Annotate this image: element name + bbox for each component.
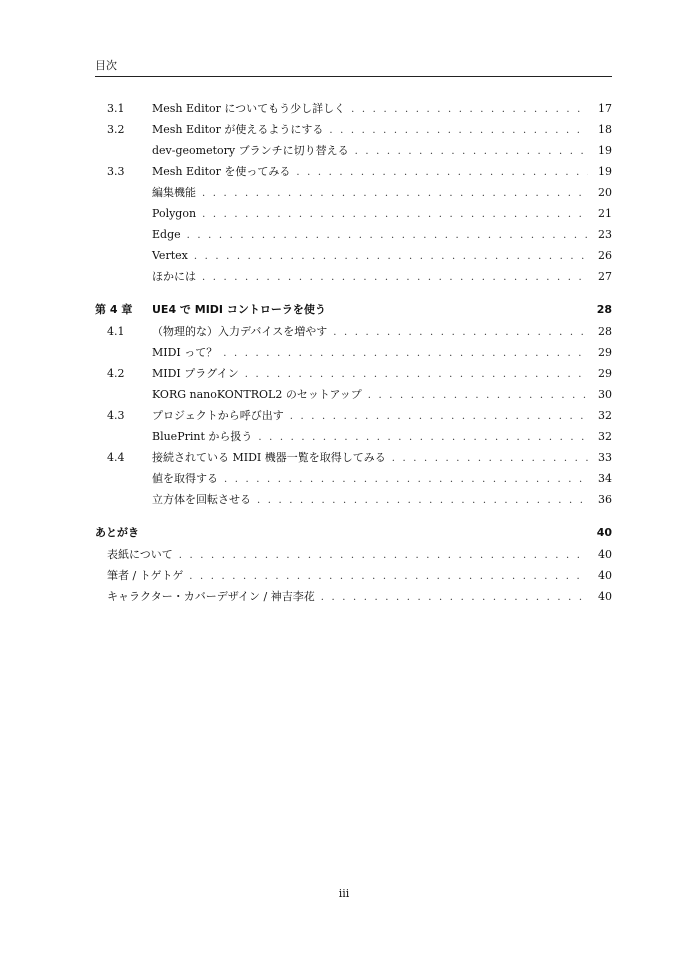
leader-dots xyxy=(202,204,588,225)
chapter-page: 40 xyxy=(596,526,612,539)
chapter-label: 第 4 章 xyxy=(95,303,133,316)
entry-page: 23 xyxy=(598,228,612,241)
chapter-label: あとがき xyxy=(95,526,139,539)
entry-title: MIDI って？ xyxy=(152,346,218,359)
entry-title: KORG nanoKONTROL2 のセットアップ xyxy=(152,388,362,401)
entry-title: 値を取得する xyxy=(152,472,218,485)
section-number: 4.3 xyxy=(107,409,125,422)
toc-entry[interactable] xyxy=(95,468,612,489)
entry-page: 19 xyxy=(598,144,612,157)
leader-dots xyxy=(202,267,588,288)
chapter-title: UE4 で MIDI コントローラを使う xyxy=(152,303,326,316)
chapter-heading[interactable] xyxy=(95,522,612,544)
entry-title: Mesh Editor が使えるようにする xyxy=(152,123,324,136)
running-header xyxy=(95,58,612,77)
entry-page: 32 xyxy=(598,409,612,422)
toc-entry[interactable] xyxy=(95,203,612,224)
entry-title: Mesh Editor を使ってみる xyxy=(152,165,291,178)
entry-page: 29 xyxy=(598,367,612,380)
entry-title: 接続されている MIDI 機器一覧を取得してみる xyxy=(152,451,386,464)
entry-page: 34 xyxy=(598,472,612,485)
entry-title: キャラクター・カバーデザイン / 神吉李花 xyxy=(107,590,315,603)
leader-dots xyxy=(257,490,588,511)
entry-title: Vertex xyxy=(152,249,188,262)
entry-page: 30 xyxy=(598,388,612,401)
section-number: 4.2 xyxy=(107,367,125,380)
toc-entry[interactable] xyxy=(95,447,612,468)
toc-entry[interactable] xyxy=(95,586,612,607)
entry-page: 19 xyxy=(598,165,612,178)
leader-dots xyxy=(223,343,588,364)
entry-page: 32 xyxy=(598,430,612,443)
toc-entry[interactable] xyxy=(95,405,612,426)
leader-dots xyxy=(224,469,588,490)
leader-dots xyxy=(290,406,588,427)
entry-title: （物理的な）入力デバイスを増やす xyxy=(152,325,328,338)
toc-entry[interactable] xyxy=(95,489,612,510)
leader-dots xyxy=(321,587,588,608)
entry-page: 26 xyxy=(598,249,612,262)
leader-dots xyxy=(355,141,588,162)
toc-entry[interactable] xyxy=(95,182,612,203)
entry-title: Polygon xyxy=(152,207,197,220)
chapter-title xyxy=(152,522,594,544)
entry-page: 18 xyxy=(598,123,612,136)
leader-dots xyxy=(351,99,588,120)
entry-title: Mesh Editor についてもう少し詳しく xyxy=(152,102,346,115)
entry-page: 40 xyxy=(598,548,612,561)
toc-entry[interactable] xyxy=(95,544,612,565)
toc-entry[interactable] xyxy=(95,565,612,586)
entry-title: ほかには xyxy=(152,270,196,283)
leader-dots xyxy=(392,448,588,469)
entry-title: BluePrint から扱う xyxy=(152,430,253,443)
toc-entry[interactable] xyxy=(95,363,612,384)
leader-dots xyxy=(333,322,588,343)
leader-dots xyxy=(202,183,588,204)
entry-page: 36 xyxy=(598,493,612,506)
entry-page: 28 xyxy=(598,325,612,338)
entry-title: Edge xyxy=(152,228,181,241)
entry-title: dev-geometory ブランチに切り替える xyxy=(152,144,349,157)
leader-dots xyxy=(258,427,588,448)
entry-page: 40 xyxy=(598,590,612,603)
entry-page: 17 xyxy=(598,102,612,115)
toc-entry[interactable] xyxy=(95,384,612,405)
leader-dots xyxy=(189,566,588,587)
toc-entry[interactable] xyxy=(95,266,612,287)
leader-dots xyxy=(296,162,588,183)
entry-page: 27 xyxy=(598,270,612,283)
section-number: 4.4 xyxy=(107,451,125,464)
section-number: 3.3 xyxy=(107,165,125,178)
page-number: iii xyxy=(338,887,350,900)
chapter-heading[interactable] xyxy=(95,299,612,321)
section-number: 4.1 xyxy=(107,325,125,338)
toc-entry[interactable] xyxy=(95,224,612,245)
toc-entry[interactable] xyxy=(95,119,612,140)
entry-title: 筆者 / トゲトゲ xyxy=(107,569,184,582)
table-of-contents xyxy=(95,98,612,607)
entry-title: 編集機能 xyxy=(152,186,196,199)
toc-entry[interactable] xyxy=(95,140,612,161)
toc-entry[interactable] xyxy=(95,426,612,447)
toc-entry[interactable] xyxy=(95,98,612,119)
leader-dots xyxy=(245,364,588,385)
entry-title: 立方体を回転させる xyxy=(152,493,251,506)
header-title: 目次 xyxy=(95,59,117,72)
toc-entry[interactable] xyxy=(95,161,612,182)
section-number: 3.2 xyxy=(107,123,125,136)
entry-page: 20 xyxy=(598,186,612,199)
leader-dots xyxy=(179,545,588,566)
leader-dots xyxy=(194,246,588,267)
section-number: 3.1 xyxy=(107,102,125,115)
leader-dots xyxy=(329,120,588,141)
entry-title: プロジェクトから呼び出す xyxy=(152,409,284,422)
entry-page: 40 xyxy=(598,569,612,582)
chapter-page: 28 xyxy=(596,303,612,316)
entry-page: 33 xyxy=(598,451,612,464)
leader-dots xyxy=(187,225,588,246)
entry-page: 29 xyxy=(598,346,612,359)
entry-title: 表紙について xyxy=(107,548,173,561)
toc-entry[interactable] xyxy=(95,321,612,342)
entry-title: MIDI プラグイン xyxy=(152,367,239,380)
toc-entry[interactable] xyxy=(95,342,612,363)
leader-dots xyxy=(368,385,588,406)
entry-page: 21 xyxy=(598,207,612,220)
toc-entry[interactable] xyxy=(95,245,612,266)
